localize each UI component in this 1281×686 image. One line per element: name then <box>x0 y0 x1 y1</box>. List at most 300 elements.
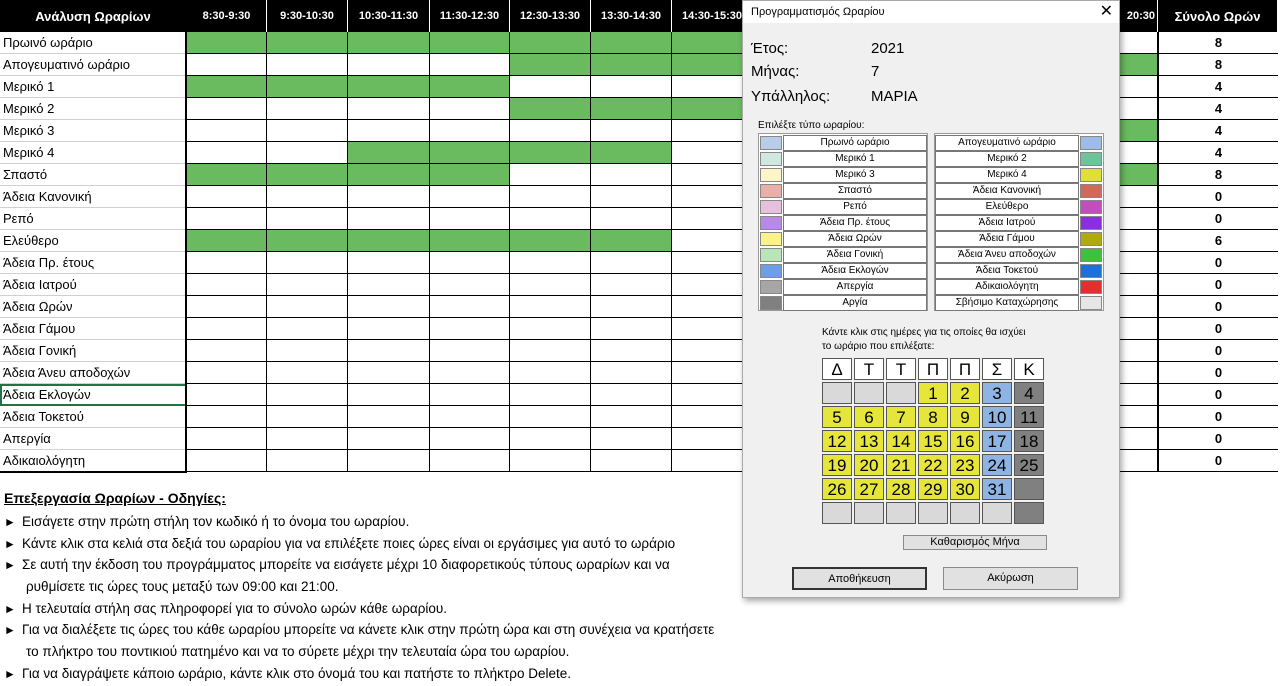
time-slot-header: 10:30-11:30 <box>348 0 430 32</box>
instruction-text: το πλήκτρο του ποντικιού πατημένο και να το σύρετε μέχρι την τελευταία ώρα του ωραρίου. <box>26 644 570 660</box>
time-slot-cell[interactable] <box>187 362 267 384</box>
time-slot-cell[interactable] <box>348 296 430 318</box>
schedule-type-button[interactable]: Απεργία <box>783 279 927 295</box>
time-slot-cell[interactable] <box>348 32 430 54</box>
time-slot-cell[interactable] <box>591 296 672 318</box>
time-slot-cell[interactable] <box>591 252 672 274</box>
time-slot-cell[interactable] <box>267 186 348 208</box>
calendar-day[interactable]: 5 <box>822 406 852 428</box>
schedule-type-swatch[interactable] <box>760 232 782 246</box>
schedule-type-swatch[interactable] <box>760 248 782 262</box>
time-slot-cell[interactable] <box>591 428 672 450</box>
time-slot-cell[interactable] <box>510 32 591 54</box>
time-slot-cell[interactable] <box>267 76 348 98</box>
time-slot-cell[interactable] <box>672 252 753 274</box>
time-slot-cell[interactable] <box>510 186 591 208</box>
time-slot-cell[interactable] <box>430 164 510 186</box>
bullet-arrow-icon: ► <box>4 515 16 529</box>
schedule-types-left <box>758 133 928 311</box>
schedule-type-swatch[interactable] <box>760 200 782 214</box>
schedule-type-row <box>935 295 1103 311</box>
time-slot-cell[interactable] <box>672 318 753 340</box>
calendar-empty-cell[interactable] <box>886 382 916 404</box>
calendar-empty-cell[interactable] <box>918 502 948 524</box>
time-slot-cell[interactable] <box>510 406 591 428</box>
time-slot-cell[interactable] <box>187 186 267 208</box>
schedule-type-swatch[interactable] <box>1080 216 1102 230</box>
time-slot-cell[interactable] <box>348 164 430 186</box>
calendar-day[interactable]: 24 <box>982 454 1012 476</box>
time-slot-header: 9:30-10:30 <box>267 0 348 32</box>
time-slot-cell[interactable] <box>1118 230 1158 252</box>
time-slot-cell[interactable] <box>1118 340 1158 362</box>
schedule-type-button[interactable]: Ρεπό <box>783 199 927 215</box>
time-slot-cell[interactable] <box>672 428 753 450</box>
schedule-type-swatch[interactable] <box>760 216 782 230</box>
time-slot-cell[interactable] <box>672 384 753 406</box>
schedule-type-swatch[interactable] <box>1080 264 1102 278</box>
time-slot-cell[interactable] <box>348 340 430 362</box>
time-slot-cell[interactable] <box>187 296 267 318</box>
schedule-type-swatch[interactable] <box>760 152 782 166</box>
time-slot-cell[interactable] <box>1118 208 1158 230</box>
time-slot-cell[interactable] <box>267 164 348 186</box>
time-slot-cell[interactable] <box>672 406 753 428</box>
schedule-type-swatch[interactable] <box>1080 136 1102 150</box>
time-slot-cell[interactable] <box>267 54 348 76</box>
time-slot-cell[interactable] <box>348 142 430 164</box>
time-slot-cell[interactable] <box>510 76 591 98</box>
time-slot-cell[interactable] <box>672 208 753 230</box>
time-slot-cell[interactable] <box>1118 120 1158 142</box>
time-slot-cell[interactable] <box>672 340 753 362</box>
schedule-row-label[interactable]: Άδεια Γάμου <box>0 318 187 340</box>
calendar-empty-cell[interactable] <box>822 382 852 404</box>
time-slot-cell[interactable] <box>591 32 672 54</box>
time-slot-cell[interactable] <box>430 362 510 384</box>
schedule-type-row <box>759 167 927 183</box>
time-slot-cell[interactable] <box>267 120 348 142</box>
calendar-empty-cell[interactable] <box>950 502 980 524</box>
time-slot-cell[interactable] <box>1118 362 1158 384</box>
time-slot-cell[interactable] <box>187 164 267 186</box>
schedule-type-button[interactable]: Άδεια Εκλογών <box>783 263 927 279</box>
schedule-row-label[interactable]: Σπαστό <box>0 164 187 186</box>
time-slot-cell[interactable] <box>267 362 348 384</box>
time-slot-cell[interactable] <box>510 362 591 384</box>
save-button[interactable]: Αποθήκευση <box>792 567 927 590</box>
schedule-type-button[interactable]: Άδεια Άνευ αποδοχών <box>935 247 1079 263</box>
schedule-row-label[interactable]: Αδικαιολόγητη <box>0 450 187 472</box>
time-slot-cell[interactable] <box>510 274 591 296</box>
schedule-type-swatch[interactable] <box>760 280 782 294</box>
time-slot-cell[interactable] <box>510 230 591 252</box>
time-slot-cell[interactable] <box>430 186 510 208</box>
calendar-day[interactable]: 1 <box>918 382 948 404</box>
time-slot-cell[interactable] <box>1118 186 1158 208</box>
time-slot-cell[interactable] <box>1118 98 1158 120</box>
schedule-type-row <box>759 199 927 215</box>
time-slot-cell[interactable] <box>187 340 267 362</box>
schedule-type-swatch[interactable] <box>1080 232 1102 246</box>
calendar-empty-cell[interactable] <box>1014 502 1044 524</box>
time-slot-cell[interactable] <box>591 362 672 384</box>
schedule-type-row <box>935 151 1103 167</box>
time-slot-cell[interactable] <box>267 340 348 362</box>
time-slot-cell[interactable] <box>510 340 591 362</box>
calendar-day[interactable]: 10 <box>982 406 1012 428</box>
time-slot-cell[interactable] <box>1118 274 1158 296</box>
schedule-type-button[interactable]: Άδεια Γονική <box>783 247 927 263</box>
calendar-day[interactable]: 3 <box>982 382 1012 404</box>
time-slot-cell[interactable] <box>510 318 591 340</box>
schedule-row-label[interactable]: Πρωινό ωράριο <box>0 32 187 54</box>
schedule-type-button[interactable]: Άδεια Κανονική <box>935 183 1079 199</box>
schedule-type-button[interactable]: Πρωινό ωράριο <box>783 135 927 151</box>
time-slot-cell[interactable] <box>672 164 753 186</box>
time-slot-cell[interactable] <box>591 340 672 362</box>
calendar-empty-cell[interactable] <box>982 502 1012 524</box>
calendar-day[interactable]: 16 <box>950 430 980 452</box>
time-slot-cell[interactable] <box>591 230 672 252</box>
dialog-title: Προγραμματισμός Ωραρίου <box>751 6 885 18</box>
schedule-row-label[interactable]: Άδεια Εκλογών <box>0 384 187 406</box>
schedule-type-button[interactable]: Σπαστό <box>783 183 927 199</box>
time-slot-cell[interactable] <box>591 406 672 428</box>
schedule-type-button[interactable]: Αργία <box>783 295 927 311</box>
instruction-text: Για να διαγράψετε κάποιο ωράριο, κάντε κλικ στο όνομά του και πατήστε το πλήκτρο Delete. <box>22 665 571 681</box>
calendar-day[interactable]: 12 <box>822 430 852 452</box>
calendar-empty-cell[interactable] <box>854 502 884 524</box>
schedule-row-label[interactable]: Άδεια Ιατρού <box>0 274 187 296</box>
time-slot-cell[interactable] <box>187 450 267 472</box>
schedule-type-swatch[interactable] <box>760 296 782 310</box>
time-slot-cell[interactable] <box>430 230 510 252</box>
schedule-row-label[interactable]: Απογευματινό ωράριο <box>0 54 187 76</box>
calendar-day[interactable]: 7 <box>886 406 916 428</box>
schedule-type-button[interactable]: Μερικό 4 <box>935 167 1079 183</box>
weekday-header: Κ <box>1014 358 1044 380</box>
time-slot-cell[interactable] <box>430 252 510 274</box>
calendar-day[interactable]: 30 <box>950 478 980 500</box>
schedule-type-swatch[interactable] <box>1080 280 1102 294</box>
schedule-type-swatch[interactable] <box>760 168 782 182</box>
time-slot-cell[interactable] <box>267 208 348 230</box>
time-slot-cell[interactable] <box>430 296 510 318</box>
time-slot-cell[interactable] <box>430 450 510 472</box>
time-slot-cell[interactable] <box>1118 142 1158 164</box>
time-slot-cell[interactable] <box>510 208 591 230</box>
total-hours-cell: 4 <box>1158 98 1278 120</box>
time-slot-cell[interactable] <box>348 98 430 120</box>
schedule-type-swatch[interactable] <box>760 184 782 198</box>
time-slot-cell[interactable] <box>430 318 510 340</box>
schedule-type-row <box>759 263 927 279</box>
time-slot-cell[interactable] <box>348 274 430 296</box>
calendar-day[interactable]: 20 <box>854 454 884 476</box>
time-slot-cell[interactable] <box>672 98 753 120</box>
time-slot-cell[interactable] <box>672 296 753 318</box>
schedule-row-label[interactable]: Μερικό 4 <box>0 142 187 164</box>
time-slot-cell[interactable] <box>348 450 430 472</box>
column-divider <box>185 0 187 472</box>
schedule-type-button[interactable]: Απογευματινό ωράριο <box>935 135 1079 151</box>
time-slot-cell[interactable] <box>510 98 591 120</box>
time-slot-cell[interactable] <box>187 384 267 406</box>
time-slot-cell[interactable] <box>348 208 430 230</box>
time-slot-cell[interactable] <box>1118 76 1158 98</box>
schedule-row-label[interactable]: Απεργία <box>0 428 187 450</box>
total-hours-cell: 0 <box>1158 296 1278 318</box>
time-slot-cell[interactable] <box>430 428 510 450</box>
time-slot-cell[interactable] <box>187 274 267 296</box>
time-slot-cell[interactable] <box>510 296 591 318</box>
schedule-types-right <box>934 133 1104 311</box>
time-slot-cell[interactable] <box>348 384 430 406</box>
schedule-type-button[interactable]: Άδεια Πρ. έτους <box>783 215 927 231</box>
calendar-day[interactable]: 28 <box>886 478 916 500</box>
time-slot-cell[interactable] <box>1118 384 1158 406</box>
calendar-day[interactable]: 18 <box>1014 430 1044 452</box>
schedule-type-swatch[interactable] <box>1080 200 1102 214</box>
calendar-day[interactable]: 19 <box>822 454 852 476</box>
schedule-type-swatch[interactable] <box>760 136 782 150</box>
time-slot-cell[interactable] <box>591 98 672 120</box>
schedule-row-label[interactable]: Άδεια Κανονική <box>0 186 187 208</box>
time-slot-cell[interactable] <box>672 362 753 384</box>
schedule-type-row <box>759 183 927 199</box>
time-slot-cell[interactable] <box>348 54 430 76</box>
time-slot-cell[interactable] <box>591 120 672 142</box>
schedule-type-button[interactable]: Άδεια Τοκετού <box>935 263 1079 279</box>
schedule-type-button[interactable]: Αδικαιολόγητη <box>935 279 1079 295</box>
schedule-type-swatch[interactable] <box>1080 248 1102 262</box>
clear-month-button[interactable]: Καθαρισμός Μήνα <box>903 535 1047 550</box>
schedule-type-swatch[interactable] <box>760 264 782 278</box>
calendar-day[interactable]: 27 <box>854 478 884 500</box>
calendar-day[interactable]: 11 <box>1014 406 1044 428</box>
time-slot-cell[interactable] <box>348 428 430 450</box>
time-slot-cell[interactable] <box>591 208 672 230</box>
time-slot-cell[interactable] <box>672 230 753 252</box>
time-slot-cell[interactable] <box>430 54 510 76</box>
calendar-empty-cell[interactable] <box>886 502 916 524</box>
instruction-text: Σε αυτή την έκδοση του προγράμματος μπορείτε να εισάγετε μέχρι 10 διαφορετικούς τύπους ωραρίων και να <box>22 557 670 573</box>
time-slot-cell[interactable] <box>430 76 510 98</box>
time-slot-cell[interactable] <box>348 318 430 340</box>
time-slot-cell[interactable] <box>591 450 672 472</box>
cancel-button[interactable]: Ακύρωση <box>943 567 1078 590</box>
time-slot-cell[interactable] <box>1118 318 1158 340</box>
time-slot-cell[interactable] <box>187 120 267 142</box>
time-slot-cell[interactable] <box>187 230 267 252</box>
schedule-row-label[interactable]: Άδεια Γονική <box>0 340 187 362</box>
schedule-row-label[interactable]: Άδεια Ωρών <box>0 296 187 318</box>
calendar-empty-cell[interactable] <box>1014 478 1044 500</box>
schedule-row-label[interactable]: Άδεια Τοκετού <box>0 406 187 428</box>
time-slot-cell[interactable] <box>348 76 430 98</box>
time-slot-cell[interactable] <box>510 164 591 186</box>
time-slot-cell[interactable] <box>510 120 591 142</box>
time-slot-cell[interactable] <box>267 384 348 406</box>
close-icon[interactable]: ✕ <box>1099 3 1113 20</box>
time-slot-cell[interactable] <box>348 362 430 384</box>
time-slot-cell[interactable] <box>187 208 267 230</box>
time-slot-cell[interactable] <box>267 406 348 428</box>
time-slot-cell[interactable] <box>267 428 348 450</box>
time-slot-cell[interactable] <box>1118 450 1158 472</box>
schedule-row-label[interactable]: Μερικό 3 <box>0 120 187 142</box>
time-slot-cell[interactable] <box>1118 296 1158 318</box>
time-slot-cell[interactable] <box>1118 252 1158 274</box>
time-slot-cell[interactable] <box>187 98 267 120</box>
schedule-type-button[interactable]: Άδεια Ωρών <box>783 231 927 247</box>
time-slot-cell[interactable] <box>510 428 591 450</box>
time-slot-cell[interactable] <box>348 186 430 208</box>
time-slot-cell[interactable] <box>1118 54 1158 76</box>
time-slot-cell[interactable] <box>348 120 430 142</box>
total-hours-cell: 0 <box>1158 208 1278 230</box>
time-slot-cell[interactable] <box>187 32 267 54</box>
calendar-day[interactable]: 29 <box>918 478 948 500</box>
calendar-day[interactable]: 31 <box>982 478 1012 500</box>
time-slot-cell[interactable] <box>672 142 753 164</box>
time-slot-cell[interactable] <box>1118 406 1158 428</box>
schedule-type-button[interactable]: Άδεια Ιατρού <box>935 215 1079 231</box>
instructions-title: Επεξεργασία Ωραρίων - Οδηγίες: <box>4 490 226 506</box>
time-slot-cell[interactable] <box>591 384 672 406</box>
time-slot-cell[interactable] <box>591 142 672 164</box>
time-slot-cell[interactable] <box>672 186 753 208</box>
bullet-arrow-icon: ► <box>4 536 16 551</box>
time-slot-cell[interactable] <box>430 98 510 120</box>
time-slot-cell[interactable] <box>672 32 753 54</box>
calendar-day[interactable]: 26 <box>822 478 852 500</box>
time-slot-cell[interactable] <box>510 252 591 274</box>
schedule-type-swatch[interactable] <box>1080 296 1102 310</box>
time-slot-cell[interactable] <box>1118 32 1158 54</box>
time-slot-cell[interactable] <box>267 296 348 318</box>
schedule-row-label[interactable]: Μερικό 2 <box>0 98 187 120</box>
time-slot-cell[interactable] <box>430 32 510 54</box>
time-slot-cell[interactable] <box>187 142 267 164</box>
bullet-arrow-icon: ► <box>4 623 16 638</box>
time-slot-cell[interactable] <box>267 98 348 120</box>
calendar-day[interactable]: 23 <box>950 454 980 476</box>
dialog-titlebar <box>743 1 1119 23</box>
time-slot-cell[interactable] <box>591 164 672 186</box>
calendar-day[interactable]: 13 <box>854 430 884 452</box>
schedule-type-button[interactable]: Μερικό 3 <box>783 167 927 183</box>
time-slot-header: 13:30-14:30 <box>591 0 672 32</box>
schedule-type-button[interactable]: Άδεια Γάμου <box>935 231 1079 247</box>
time-slot-cell[interactable] <box>430 384 510 406</box>
time-slot-cell[interactable] <box>591 76 672 98</box>
calendar-day[interactable]: 4 <box>1014 382 1044 404</box>
days-prompt-line-1: Κάντε κλικ στις ημέρες για τις οποίες θα ισχύει <box>822 327 1026 338</box>
calendar-day[interactable]: 22 <box>918 454 948 476</box>
schedule-row-label[interactable]: Ελεύθερο <box>0 230 187 252</box>
time-slot-cell[interactable] <box>348 406 430 428</box>
time-slot-cell[interactable] <box>430 142 510 164</box>
time-slot-cell[interactable] <box>672 76 753 98</box>
time-slot-cell[interactable] <box>187 54 267 76</box>
time-slot-cell[interactable] <box>672 54 753 76</box>
time-slot-cell[interactable] <box>591 186 672 208</box>
time-slot-cell[interactable] <box>267 274 348 296</box>
schedule-type-swatch[interactable] <box>1080 152 1102 166</box>
time-slot-cell[interactable] <box>430 406 510 428</box>
time-slot-cell[interactable] <box>1118 428 1158 450</box>
total-hours-cell: 8 <box>1158 32 1278 54</box>
schedule-type-button[interactable]: Ελεύθερο <box>935 199 1079 215</box>
calendar-day[interactable]: 15 <box>918 430 948 452</box>
time-slot-cell[interactable] <box>187 406 267 428</box>
time-slot-cell[interactable] <box>430 120 510 142</box>
time-slot-cell[interactable] <box>267 142 348 164</box>
schedule-row-label[interactable]: Άδεια Άνευ αποδοχών <box>0 362 187 384</box>
calendar-empty-cell[interactable] <box>854 382 884 404</box>
time-slot-cell[interactable] <box>672 120 753 142</box>
time-slot-cell[interactable] <box>430 208 510 230</box>
calendar-day[interactable]: 17 <box>982 430 1012 452</box>
time-slot-cell[interactable] <box>510 54 591 76</box>
calendar-day[interactable]: 6 <box>854 406 884 428</box>
time-slot-cell[interactable] <box>672 450 753 472</box>
schedule-type-button[interactable]: Σβήσιμο Καταχώρησης <box>935 295 1079 311</box>
schedule-type-swatch[interactable] <box>1080 168 1102 182</box>
time-slot-cell[interactable] <box>1118 164 1158 186</box>
time-slot-cell[interactable] <box>591 274 672 296</box>
instruction-text: ρυθμίσετε τις ώρες τους μεταξύ των 09:00 και 21:00. <box>26 579 339 595</box>
time-slot-cell[interactable] <box>510 142 591 164</box>
time-slot-cell[interactable] <box>267 450 348 472</box>
time-slot-cell[interactable] <box>187 252 267 274</box>
calendar-day[interactable]: 8 <box>918 406 948 428</box>
total-hours-cell: 8 <box>1158 164 1278 186</box>
schedule-row-label[interactable]: Άδεια Πρ. έτους <box>0 252 187 274</box>
time-slot-cell[interactable] <box>348 252 430 274</box>
schedule-row-label[interactable]: Ρεπό <box>0 208 187 230</box>
time-slot-cell[interactable] <box>187 428 267 450</box>
calendar-empty-cell[interactable] <box>822 502 852 524</box>
time-slot-cell[interactable] <box>267 252 348 274</box>
calendar-day[interactable]: 25 <box>1014 454 1044 476</box>
time-slot-cell[interactable] <box>510 384 591 406</box>
time-slot-cell[interactable] <box>187 318 267 340</box>
time-slot-cell[interactable] <box>267 32 348 54</box>
calendar-day[interactable]: 14 <box>886 430 916 452</box>
time-slot-cell[interactable] <box>187 76 267 98</box>
time-slot-cell[interactable] <box>591 318 672 340</box>
time-slot-cell[interactable] <box>510 450 591 472</box>
schedule-type-swatch[interactable] <box>1080 184 1102 198</box>
calendar-day[interactable]: 9 <box>950 406 980 428</box>
schedule-row-label[interactable]: Μερικό 1 <box>0 76 187 98</box>
calendar-day[interactable]: 2 <box>950 382 980 404</box>
calendar-day[interactable]: 21 <box>886 454 916 476</box>
time-slot-cell[interactable] <box>348 230 430 252</box>
time-slot-cell[interactable] <box>267 230 348 252</box>
time-slot-cell[interactable] <box>267 318 348 340</box>
time-slot-cell[interactable] <box>430 274 510 296</box>
time-slot-cell[interactable] <box>672 274 753 296</box>
total-hours-cell: 4 <box>1158 76 1278 98</box>
schedule-type-button[interactable]: Μερικό 2 <box>935 151 1079 167</box>
time-slot-cell[interactable] <box>591 54 672 76</box>
time-slot-cell[interactable] <box>430 340 510 362</box>
schedule-type-button[interactable]: Μερικό 1 <box>783 151 927 167</box>
